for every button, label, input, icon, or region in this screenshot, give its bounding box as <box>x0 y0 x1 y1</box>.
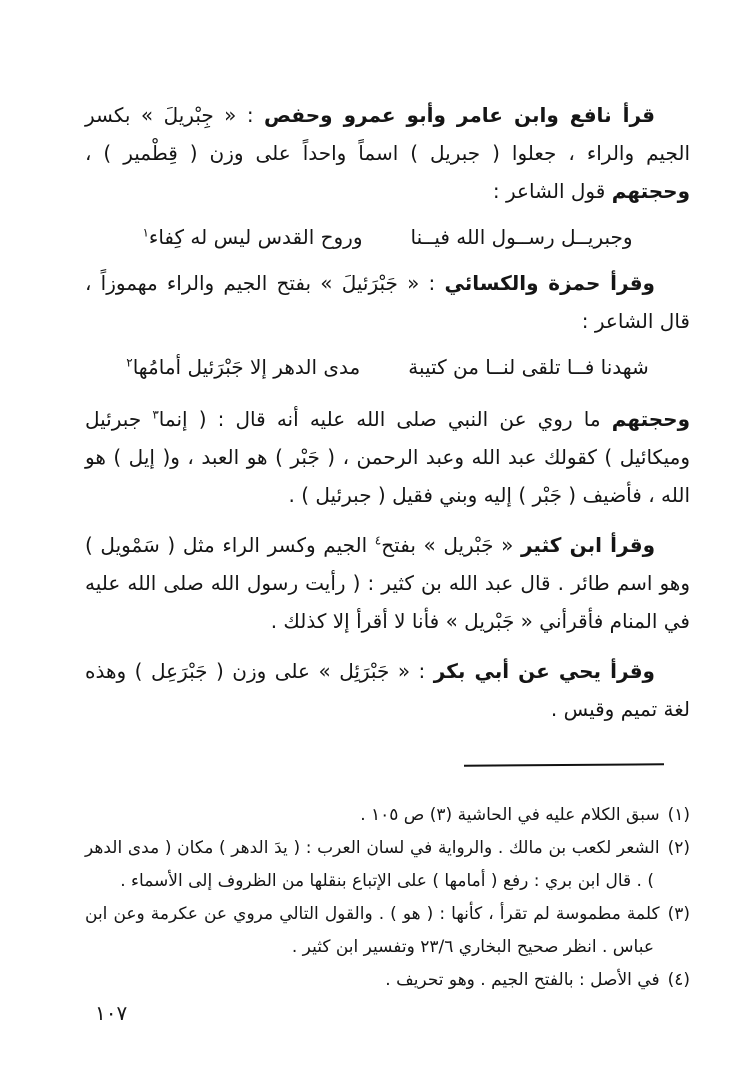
hujja-word-bold: وحجتهم <box>611 179 690 203</box>
paragraph-hujja-text-1: ما روي عن النبي صلى الله عليه أنه قال : ( إنما <box>158 407 612 431</box>
footnote-number-1: (١) <box>667 805 690 825</box>
verse2-left-text: مدى الدهر إلا جَبْرَئيل أمامُها <box>132 355 361 379</box>
verse1-right-hemistich: وجبريــل رســول الله فيــنا <box>410 225 633 249</box>
readers-hamza-bold: وقرأ حمزة والكسائي <box>444 271 655 295</box>
paragraph-reading-hamza-text: : « جَبْرَئيلَ » بفتح الجيم والراء مهموزاً ، قال الشاعر : <box>85 271 690 333</box>
footnote-number-4: (٤) <box>667 970 690 990</box>
paragraph-hujja-text-2: جبرئيل وميكائيل ) كقولك عبد الله وعبد الرحمن ، ( جَبْر ) هو العبد ، و( إيل ) هو الله ، فأضيف ( جَبْر ) إليه وبني فقيل ( جبرئيل ) . <box>85 407 690 507</box>
footnote-number-3: (٣) <box>667 904 690 924</box>
paragraph-reading-nafi <box>85 96 690 210</box>
readers-ibn-kathir-bold: وقرأ ابن كثير <box>520 533 655 557</box>
verse2-left-hemistich <box>126 348 360 386</box>
footnote-marker-4: ٤ <box>374 533 382 548</box>
paragraph-reading-yahya <box>85 652 690 728</box>
poetry-verse-1 <box>85 218 690 256</box>
footnote-text-4: في الأصل : بالفتح الجيم . وهو تحريف . <box>385 970 660 990</box>
paragraph-reading-ibn-kathir <box>85 526 690 640</box>
poetry-verse-2 <box>85 348 690 386</box>
paragraph-yahya-text: : « جَبْرَئِل » على وزن ( جَبْرَعِل ) وهذه لغة تميم وقيس . <box>85 659 690 721</box>
verse1-left-hemistich <box>142 218 362 256</box>
paragraph-ibn-kathir-text-1: « جَبْريل » بفتح <box>381 533 521 557</box>
footnote-item-4 <box>85 964 690 997</box>
footnote-item-3 <box>85 898 690 964</box>
footnote-marker-1: ١ <box>142 225 149 240</box>
verse1-left-text: وروح القدس ليس له كِفاء <box>148 225 363 249</box>
footnote-text-3: كلمة مطموسة لم تقرأ ، كأنها : ( هو ) . والقول التالي مروي عن عكرمة وعن ابن عباس . انظر صحيح البخاري ٢٣/٦ وتفسير ابن كثير . <box>85 904 660 957</box>
paragraph-ibn-kathir-text-2: الجيم وكسر الراء مثل ( سَمْويل ) وهو اسم طائر . قال عبد الله بن كثير : ( رأيت رسول الله صلى الله عليه في المنام فأقرأني « جَبْريل » فأنا لا أقرأ إلا كذلك . <box>85 533 690 633</box>
hujja-lead-bold: وحجتهم <box>611 407 691 431</box>
footnote-separator-rule <box>464 763 664 766</box>
footnotes-block <box>85 799 690 997</box>
footnote-item-1 <box>85 799 690 832</box>
footnote-marker-2: ٢ <box>126 355 133 370</box>
main-text-block <box>85 96 690 728</box>
footnote-item-2 <box>85 832 690 898</box>
footnote-text-2: الشعر لكعب بن مالك . والرواية في لسان العرب : ( يدَ الدهر ) مكان ( مدى الدهر ) . قال ابن بري : رفع ( أمامها ) على الإتباع بنقلها من الظروف إلى الأسماء . <box>85 838 660 891</box>
verse2-right-hemistich: شهدنا فــا تلقى لنــا من كتيبة <box>408 355 649 379</box>
page-number: ١٠٧ <box>95 1001 128 1025</box>
paragraph-reading-hamza <box>85 264 690 340</box>
paragraph-reading-nafi-text: : « جِبْريلَ » بكسر الجيم والراء ، جعلوا ( جبريل ) اسماً واحداً على وزن ( قِطْمير ) ، <box>85 103 690 165</box>
paragraph-reading-nafi-tail: قول الشاعر : <box>492 179 612 203</box>
readers-yahya-bold: وقرأ يحي عن أبي بكر <box>433 659 655 683</box>
paragraph-hujja-explanation <box>85 400 690 514</box>
readers-nafi-bold: قرأ نافع وابن عامر وأبو عمرو وحفص <box>264 103 656 127</box>
footnote-text-1: سبق الكلام عليه في الحاشية (٣) ص ١٠٥ . <box>360 805 660 825</box>
footnote-number-2: (٢) <box>667 838 690 858</box>
footnote-marker-3: ٣ <box>152 407 159 422</box>
